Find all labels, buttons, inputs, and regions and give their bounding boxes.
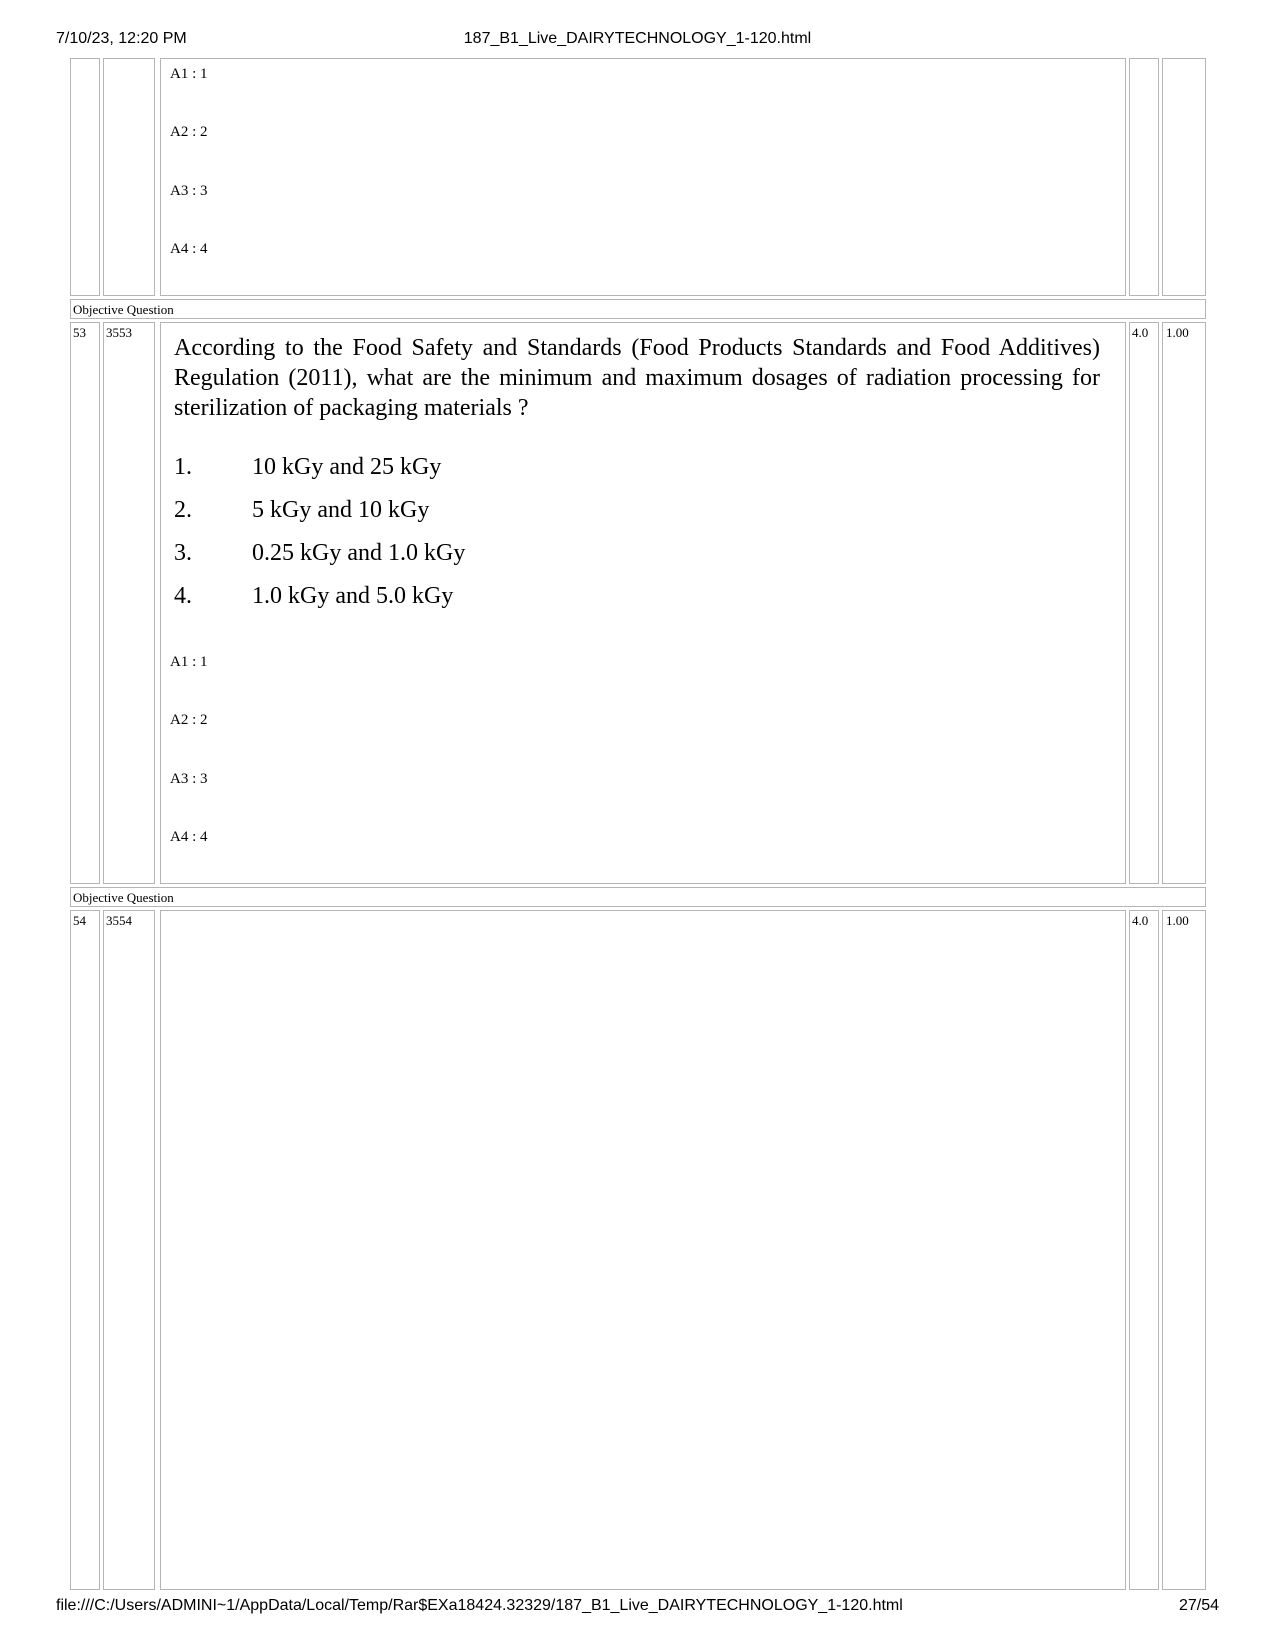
option-1-number: 1. (174, 454, 192, 480)
option-2-number: 2. (174, 497, 192, 523)
sno-cell (70, 910, 100, 1590)
prev-question-cell (160, 58, 1126, 296)
serial-number: 53 (73, 325, 86, 340)
prev-answer-3: A3 : 3 (170, 183, 208, 199)
option-1-text: 10 kGy and 25 kGy (252, 454, 442, 480)
answer-2: A2 : 2 (170, 712, 208, 728)
page-number: 27/54 (1178, 1597, 1219, 1614)
print-datetime: 7/10/23, 12:20 PM (56, 30, 187, 47)
option-4-number: 4. (174, 583, 192, 609)
qid-cell (103, 322, 155, 884)
answer-4: A4 : 4 (170, 829, 208, 845)
option-2 (174, 495, 429, 525)
prev-answer-2: A2 : 2 (170, 124, 208, 140)
option-3 (174, 538, 465, 568)
question-type-label: Objective Question (73, 302, 174, 317)
option-4 (174, 581, 453, 611)
marks-cell (1129, 910, 1159, 1590)
answer-3: A3 : 3 (170, 771, 208, 787)
question-type-row (70, 299, 1206, 319)
option-1 (174, 452, 441, 482)
negative-marks-cell (1162, 322, 1206, 884)
print-header (0, 30, 1275, 50)
prev-qid-cell (103, 58, 155, 296)
file-path: file:///C:/Users/ADMINI~1/AppData/Local/Temp/Rar$EXa18424.32329/187_B1_Live_DAIRYTECHNOLOGY_1-120.html (56, 1597, 903, 1614)
negative-marks-value: 1.00 (1166, 913, 1189, 928)
question-text: According to the Food Safety and Standards (Food Products Standards and Food Additives) Regulation (2011), what are the minimum and maximum dosages of radiation processing for sterilization of packaging materials ? (174, 335, 1100, 421)
option-4-text: 1.0 kGy and 5.0 kGy (252, 583, 454, 609)
question-type-row (70, 887, 1206, 907)
option-3-number: 3. (174, 540, 192, 566)
prev-answer-4: A4 : 4 (170, 241, 208, 257)
question-id: 3553 (106, 325, 132, 340)
qid-cell (103, 910, 155, 1590)
print-footer (0, 1597, 1275, 1617)
marks-value: 4.0 (1132, 325, 1149, 340)
answer-1: A1 : 1 (170, 654, 208, 670)
question-id: 3554 (106, 913, 132, 928)
prev-answer-1: A1 : 1 (170, 66, 208, 82)
sno-cell (70, 322, 100, 884)
negative-marks-value: 1.00 (1166, 325, 1189, 340)
serial-number: 54 (73, 913, 86, 928)
negative-marks-cell (1162, 910, 1206, 1590)
prev-negative-cell (1162, 58, 1206, 296)
marks-cell (1129, 322, 1159, 884)
option-3-text: 0.25 kGy and 1.0 kGy (252, 540, 466, 566)
print-filename: 187_B1_Live_DAIRYTECHNOLOGY_1-120.html (463, 30, 812, 47)
question-cell (160, 910, 1126, 1590)
prev-marks-cell (1129, 58, 1159, 296)
marks-value: 4.0 (1132, 913, 1149, 928)
prev-sno-cell (70, 58, 100, 296)
question-type-label: Objective Question (73, 890, 174, 905)
option-2-text: 5 kGy and 10 kGy (252, 497, 430, 523)
